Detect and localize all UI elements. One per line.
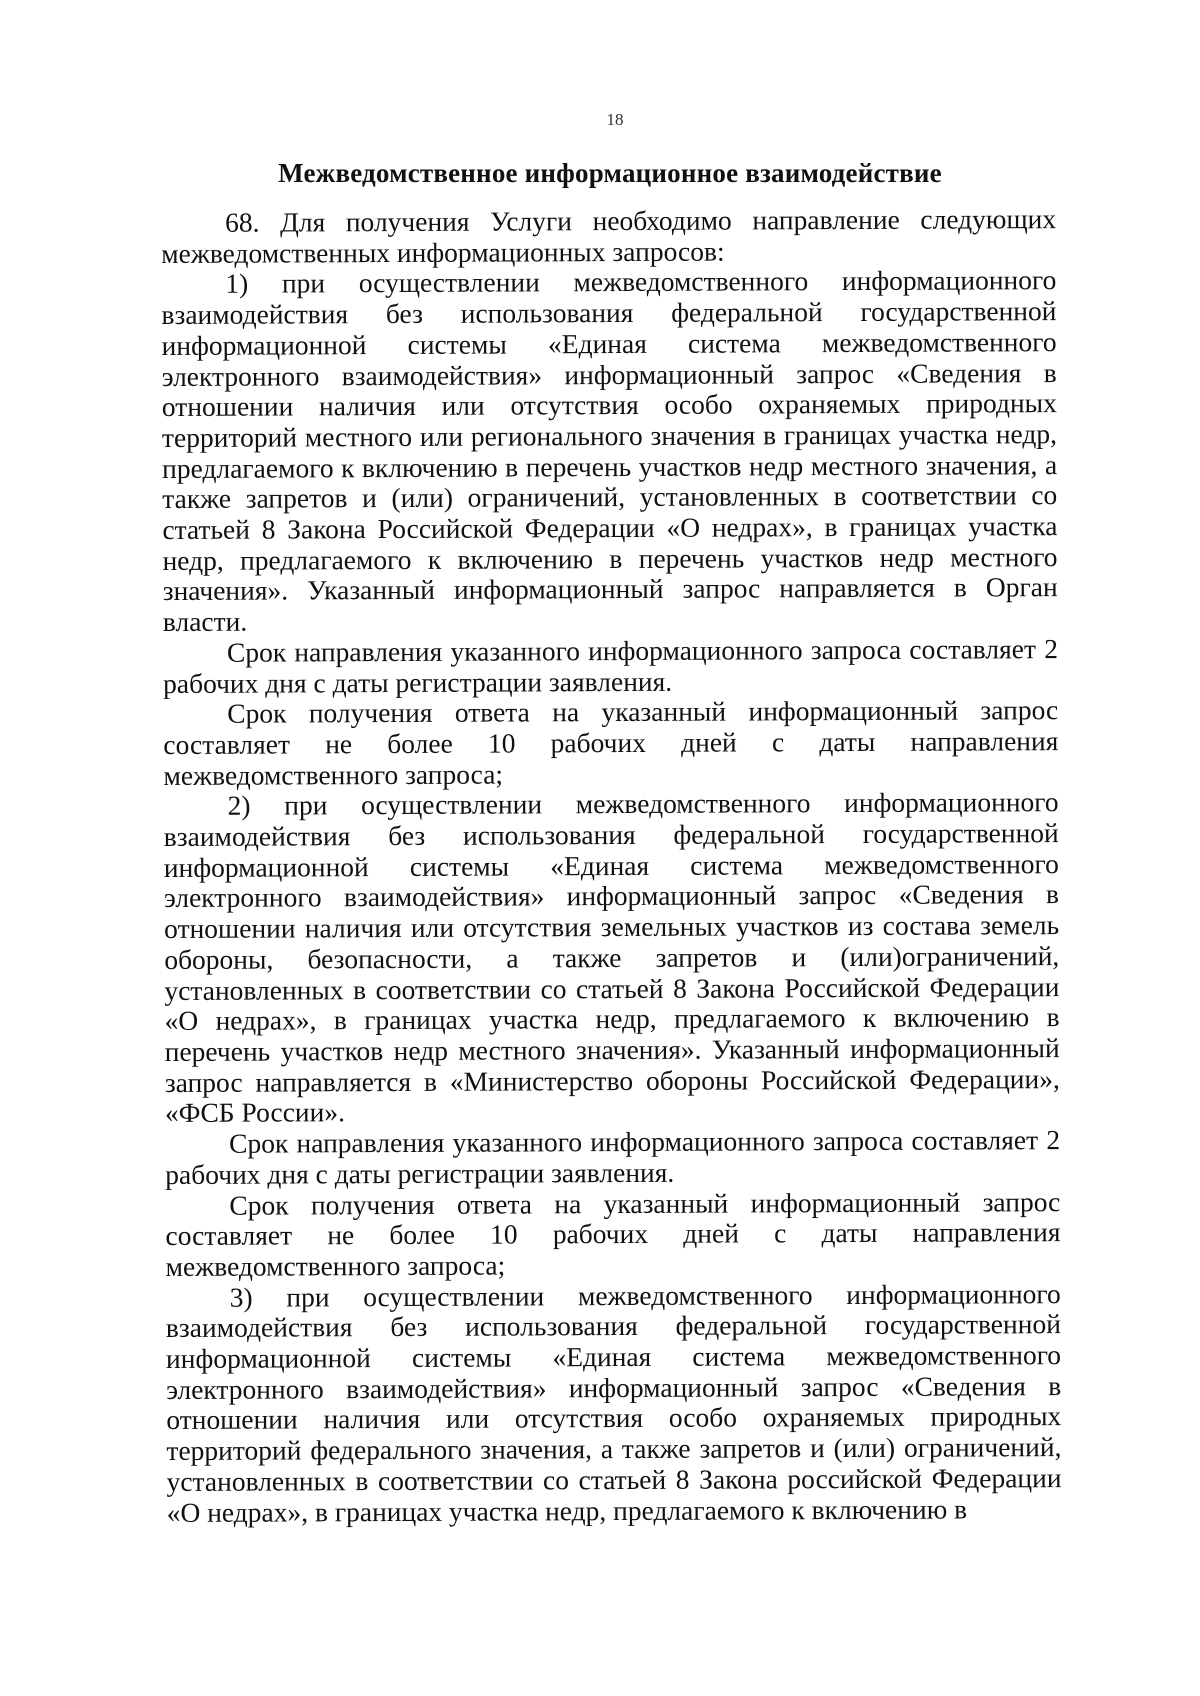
paragraph-68-intro: 68. Для получения Услуги необходимо направление следующих межведомственных информационных запросов: (161, 203, 1057, 269)
paragraph-item-1-response-term: Срок получения ответа на указанный информационный запрос составляет не более 10 рабочих дней с даты направления межведомственного запроса; (163, 694, 1059, 791)
paragraph-item-1: 1) при осуществлении межведомственного информационного взаимодействия без использования федеральной государственной информационной системы «Единая система межведомственного электронного взаимодействия» информационный запрос «Сведения в отношении наличия или отсутствия особо охраняемых природных территорий местного или регионального значения в границах участка недр, предлагаемого к включению в перечень участков недр местного значения, а также запретов и (или) ограничений, установленных в соответствии со статьей 8 Закона Российской Федерации «О недрах», в границах участка недр, предлагаемого к включению в перечень участков недр местного значения». Указанный информационный запрос направляется в Орган власти. (161, 264, 1058, 638)
page-number: 18 (606, 110, 624, 129)
paragraph-item-2-send-term: Срок направления указанного информационного запроса составляет 2 рабочих дня с даты регистрации заявления. (165, 1124, 1061, 1190)
paragraph-item-3: 3) при осуществлении межведомственного информационного взаимодействия без использования федеральной государственной информационной системы «Единая система межведомственного электронного взаимодействия» информационный запрос «Сведения в отношении наличия или отсутствия особо охраняемых природных территорий федерального значения, а также запретов и (или) ограничений, установленных в соответствии со статьей 8 Закона российской Федерации «О недрах», в границах участка недр, предлагаемого к включению в (165, 1277, 1062, 1528)
paragraph-item-1-send-term: Срок направления указанного информационного запроса составляет 2 рабочих дня с даты регистрации заявления. (163, 632, 1058, 699)
section-heading: Межведомственное информационное взаимодействие (278, 158, 942, 188)
paragraph-item-2-response-term: Срок получения ответа на указанный информационный запрос составляет не более 10 рабочих дней с даты направления межведомственного запроса; (165, 1185, 1061, 1282)
paragraph-item-2: 2) при осуществлении межведомственного информационного взаимодействия без использования федеральной государственной информационной системы «Единая система межведомственного электронного взаимодействия» информационный запрос «Сведения в отношении наличия или отсутствия земельных участков из состава земель обороны, безопасности, а также запретов и (или)ограничений, установленных в соответствии со статьей 8 Закона Российской Федерации «О недрах», в границах участка недр, предлагаемого к включению в перечень участков недр местного значения». Указанный информационный запрос направляется в «Министерство обороны Российской Федерации», «ФСБ России». (163, 786, 1060, 1129)
document-body (161, 204, 1062, 1528)
